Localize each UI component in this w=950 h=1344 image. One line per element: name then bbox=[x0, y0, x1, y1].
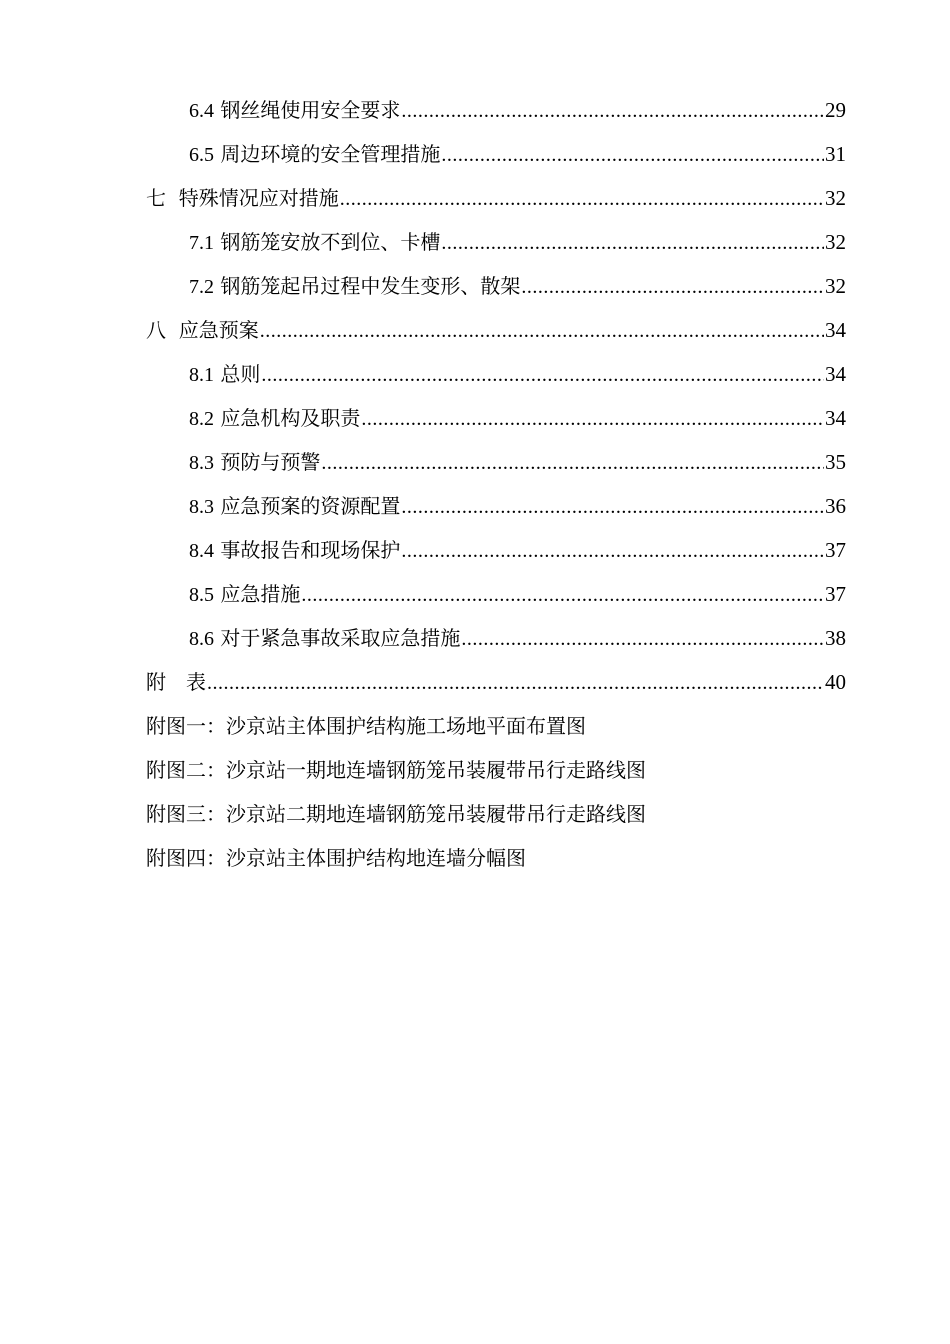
dot-leader bbox=[461, 617, 824, 661]
toc-entry-number: 8.6 bbox=[189, 628, 214, 650]
toc-page-number: 34 bbox=[825, 362, 846, 386]
toc-entry-number: 6.4 bbox=[189, 100, 214, 122]
toc-page-number: 32 bbox=[825, 186, 846, 210]
dot-leader bbox=[301, 573, 824, 617]
toc-entry-title bbox=[189, 440, 320, 485]
toc-entry-title bbox=[189, 616, 460, 661]
appendix-figure-item: 附图三：沙京站二期地连墙钢筋笼吊装履带吊行走路线图 bbox=[146, 802, 646, 826]
toc-entry-number: 8.1 bbox=[189, 364, 214, 386]
toc-entry-number: 7.2 bbox=[189, 276, 214, 298]
toc-entry-text: 应急机构及职责 bbox=[220, 406, 361, 430]
toc-page-number: 38 bbox=[825, 626, 846, 650]
toc-entry-title bbox=[189, 132, 440, 177]
toc-entry-number: 8.4 bbox=[189, 540, 214, 562]
toc-page-number: 37 bbox=[825, 538, 846, 562]
toc-entry[interactable] bbox=[146, 264, 846, 308]
appendix-figure-item: 附图四：沙京站主体围护结构地连墙分幅图 bbox=[146, 846, 526, 870]
toc-entry[interactable] bbox=[146, 308, 846, 352]
toc-entry-title bbox=[189, 220, 440, 265]
dot-leader bbox=[401, 529, 824, 573]
dot-leader bbox=[340, 177, 824, 221]
toc-entry-number: 8.3 bbox=[189, 496, 214, 518]
toc-entry-text: 应急预案的资源配置 bbox=[220, 494, 401, 518]
dot-leader bbox=[321, 441, 824, 485]
toc-page-number: 35 bbox=[825, 450, 846, 474]
toc-entry-text: 事故报告和现场保护 bbox=[220, 538, 401, 562]
toc-entry-text: 附 表 bbox=[146, 670, 206, 694]
toc-entry-text: 钢筋笼起吊过程中发生变形、散架 bbox=[220, 274, 521, 298]
toc-entry-text: 应急措施 bbox=[220, 582, 301, 606]
toc-entry[interactable] bbox=[146, 484, 846, 528]
dot-leader bbox=[401, 485, 824, 529]
toc-entry[interactable] bbox=[146, 660, 846, 704]
toc-entry-title bbox=[146, 660, 206, 704]
toc-entry-title bbox=[189, 572, 300, 617]
toc-entry[interactable] bbox=[146, 616, 846, 660]
toc-entry-text: 预防与预警 bbox=[220, 450, 321, 474]
dot-leader bbox=[441, 133, 824, 177]
appendix-figure-item: 附图二：沙京站一期地连墙钢筋笼吊装履带吊行走路线图 bbox=[146, 758, 646, 782]
toc-entry-text: 钢筋笼安放不到位、卡槽 bbox=[220, 230, 441, 254]
toc-entry-title bbox=[146, 308, 259, 352]
dot-leader bbox=[361, 397, 824, 441]
toc-page-number: 32 bbox=[825, 274, 846, 298]
dot-leader bbox=[441, 221, 824, 265]
toc-entry[interactable] bbox=[146, 440, 846, 484]
toc-entry[interactable] bbox=[146, 176, 846, 220]
toc-page-number: 34 bbox=[825, 318, 846, 342]
dot-leader bbox=[261, 353, 824, 397]
toc-entry-text: 钢丝绳使用安全要求 bbox=[220, 98, 401, 122]
toc-entry-title bbox=[189, 484, 400, 529]
toc-page-number: 40 bbox=[825, 670, 846, 694]
toc-page-number: 32 bbox=[825, 230, 846, 254]
toc-entry-text: 总则 bbox=[220, 362, 261, 386]
dot-leader bbox=[521, 265, 824, 309]
toc-page-number: 31 bbox=[825, 142, 846, 166]
appendix-figure-item: 附图一：沙京站主体围护结构施工场地平面布置图 bbox=[146, 714, 586, 738]
dot-leader bbox=[260, 309, 824, 353]
toc-entry-title bbox=[189, 396, 360, 441]
toc-entry[interactable] bbox=[146, 396, 846, 440]
toc-entry-number: 6.5 bbox=[189, 144, 214, 166]
toc-entry-number: 七 bbox=[146, 186, 166, 210]
toc-entry[interactable] bbox=[146, 220, 846, 264]
toc-entry[interactable] bbox=[146, 352, 846, 396]
toc-entry-text: 对于紧急事故采取应急措施 bbox=[220, 626, 461, 650]
toc-entry-title bbox=[146, 176, 339, 220]
toc-entry[interactable] bbox=[146, 132, 846, 176]
toc-entry-number: 8.2 bbox=[189, 408, 214, 430]
toc-page-number: 34 bbox=[825, 406, 846, 430]
toc-entry-number: 8.5 bbox=[189, 584, 214, 606]
dot-leader bbox=[401, 89, 824, 133]
toc-entry-text: 应急预案 bbox=[178, 318, 259, 342]
toc-entry-title bbox=[189, 528, 400, 573]
toc-entry-text: 特殊情况应对措施 bbox=[178, 186, 339, 210]
toc-entry-number: 八 bbox=[146, 318, 166, 342]
toc-entry-text: 周边环境的安全管理措施 bbox=[220, 142, 441, 166]
toc-entry-number: 7.1 bbox=[189, 232, 214, 254]
appendix-figure-list bbox=[146, 704, 846, 880]
toc-page-number: 29 bbox=[825, 98, 846, 122]
dot-leader bbox=[207, 661, 824, 705]
toc-page-number: 37 bbox=[825, 582, 846, 606]
toc-page-number: 36 bbox=[825, 494, 846, 518]
toc-entry[interactable] bbox=[146, 88, 846, 132]
toc-entry[interactable] bbox=[146, 572, 846, 616]
table-of-contents bbox=[146, 88, 846, 704]
toc-entry[interactable] bbox=[146, 528, 846, 572]
toc-entry-title bbox=[189, 88, 400, 133]
toc-entry-number: 8.3 bbox=[189, 452, 214, 474]
toc-entry-title bbox=[189, 264, 520, 309]
toc-entry-title bbox=[189, 352, 260, 397]
